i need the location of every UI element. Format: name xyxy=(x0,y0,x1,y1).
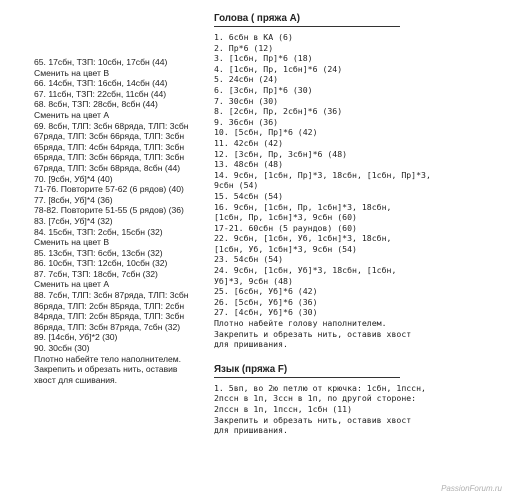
tongue-instruction-line: 2пссн в 1п, 3ссн в 1п, по другой стороне: xyxy=(214,393,417,404)
instruction-line: 65. 17сбн, ТЗП: 10сбн, 17сбн (44) xyxy=(34,57,168,67)
head-instruction-line: 5. 24сбн (24) xyxy=(214,74,279,85)
head-instruction-line: 11. 42сбн (42) xyxy=(214,137,284,148)
head-instruction-line: Закрепить и обрезать нить, оставив хвост xyxy=(214,328,412,339)
head-instruction-line: для пришивания. xyxy=(214,339,288,350)
instruction-line: 70. [9сбн, Уб]*4 (40) xyxy=(34,173,113,184)
instruction-line: хвост для сшивания. xyxy=(34,374,118,385)
instruction-line: Плотно набейте тело наполнителем. xyxy=(34,353,182,364)
head-instruction-line: 27. [4сбн, Уб]*6 (30) xyxy=(214,307,318,318)
instruction-line: Сменить на цвет В xyxy=(34,67,110,78)
head-instruction-line: 9. 36сбн (36) xyxy=(214,116,279,127)
head-instruction-line: 16. 9сбн, [1сбн, Пр, 1сбн]*3, 18сбн, xyxy=(214,201,392,212)
head-instruction-line: 8. [2сбн, Пр, 2сбн]*6 (36) xyxy=(214,106,343,117)
head-section-title: Голова ( пряжа А) xyxy=(214,12,400,27)
tongue-section-lines xyxy=(214,383,506,436)
tongue-instruction-line: 2пссн в 1п, 1пссн, 1сбн (11) xyxy=(214,404,353,414)
instruction-line: 84. 15сбн, ТЗП: 2сбн, 15сбн (32) xyxy=(34,226,163,237)
instruction-line: 65ряда, ТЛП: 3сбн 66ряда, ТЛП: 3сбн xyxy=(34,152,185,163)
instruction-line: Сменить на цвет В xyxy=(34,237,110,248)
head-instruction-line: 15. 54сбн (54) xyxy=(214,190,284,201)
head-instruction-line: 22. 9сбн, [1сбн, Уб, 1сбн]*3, 18сбн, xyxy=(214,233,392,244)
head-instruction-line: 2. Пр*6 (12) xyxy=(214,42,274,53)
instruction-line: Сменить на цвет А xyxy=(34,109,110,120)
head-instruction-line: 13. 48сбн (48) xyxy=(214,159,284,170)
tongue-instruction-line: Закрепить и обрезать нить, оставив хвост xyxy=(214,414,412,425)
head-instruction-line: [1сбн, Уб, 1сбн]*3, 9сбн (54) xyxy=(214,243,357,254)
instruction-line: 87. 7сбн, ТЗП: 18сбн, 7сбн (32) xyxy=(34,268,158,279)
instruction-line: 78-82. Повторите 51-55 (5 рядов) (36) xyxy=(34,205,184,216)
head-instruction-line: Плотно набейте голову наполнителем. xyxy=(214,318,387,329)
head-instruction-line: 24. 9сбн, [1сбн, Уб]*3, 18сбн, [1сбн, xyxy=(214,265,397,276)
tongue-instruction-line: 1. 5вп, во 2ю петлю от крючка: 1сбн, 1пссн, xyxy=(214,382,426,393)
left-column-instructions xyxy=(34,57,206,385)
head-instruction-line: 1. 6сбн в КА (6) xyxy=(214,32,293,42)
head-instruction-line: 3. [1сбн, Пр]*6 (18) xyxy=(214,53,313,64)
instruction-line: Закрепить и обрезать нить, оставив xyxy=(34,364,178,375)
head-instruction-line: 4. [1сбн, Пр, 1сбн]*6 (24) xyxy=(214,63,343,74)
instruction-line: 71-76. Повторите 57-62 (6 рядов) (40) xyxy=(34,184,184,195)
head-instruction-line: 14. 9сбн, [1сбн, Пр]*3, 18сбн, [1сбн, Пр]*3, xyxy=(214,169,431,180)
instruction-line: 86. 10сбн, ТЗП: 12сбн, 10сбн (32) xyxy=(34,258,168,269)
instruction-line: 84ряда, ТЛП: 2сбн 85ряда, ТЛП: 3сбн xyxy=(34,311,185,322)
instruction-line: 67. 11сбн, ТЗП: 22сбн, 11сбн (44) xyxy=(34,88,167,99)
instruction-line: Сменить на цвет А xyxy=(34,279,110,290)
head-instruction-line: 26. [5сбн, Уб]*6 (36) xyxy=(214,296,318,307)
instruction-line: 86ряда, ТЛП: 2сбн 85ряда, ТЛП: 2сбн xyxy=(34,300,185,311)
head-instruction-line: 10. [5сбн, Пр]*6 (42) xyxy=(214,127,318,138)
tongue-instruction-line: для пришивания. xyxy=(214,425,288,436)
head-instruction-line: 12. [3сбн, Пр, 3сбн]*6 (48) xyxy=(214,148,348,159)
head-instruction-line: Уб]*3, 9сбн (48) xyxy=(214,275,293,286)
head-instruction-line: 23. 54сбн (54) xyxy=(214,254,284,265)
instruction-line: 66. 14сбн, ТЗП: 16сбн, 14сбн (44) xyxy=(34,78,168,89)
instruction-line: 69. 8сбн, ТЛП: 3сбн 68ряда, ТЛП: 3сбн xyxy=(34,120,189,131)
watermark: PassionForum.ru xyxy=(441,484,502,493)
instruction-line: 65ряда, ТЛП: 4сбн 64ряда, ТЛП: 3сбн xyxy=(34,141,185,152)
instruction-line: 77. [8сбн, Уб]*4 (36) xyxy=(34,194,113,205)
tongue-section-title: Язык (пряжа F) xyxy=(214,363,400,378)
head-instruction-line: 25. [6сбн, Уб]*6 (42) xyxy=(214,286,318,297)
head-section-lines xyxy=(214,32,506,350)
head-instruction-line: 7. 30сбн (30) xyxy=(214,95,279,106)
instruction-line: 89. [14сбн, Уб]*2 (30) xyxy=(34,332,118,343)
instruction-line: 88. 7сбн, ТЛП: 3сбн 87ряда, ТЛП: 3сбн xyxy=(34,290,189,301)
instruction-line: 67ряда, ТЛП: 3сбн 68ряда, 8сбн (44) xyxy=(34,162,181,173)
head-instruction-line: 17-21. 60сбн (5 раундов) (60) xyxy=(214,222,357,233)
head-instruction-line: 9сбн (54) xyxy=(214,180,259,191)
right-column xyxy=(214,12,506,436)
instruction-line: 83. [7сбн, Уб]*4 (32) xyxy=(34,215,113,226)
instruction-line: 86ряда, ТЛП: 3сбн 87ряда, 7сбн (32) xyxy=(34,321,181,332)
instruction-line: 68. 8сбн, ТЗП: 28сбн, 8сбн (44) xyxy=(34,99,158,110)
instruction-line: 85. 13сбн, ТЗП: 6сбн, 13сбн (32) xyxy=(34,247,163,258)
head-instruction-line: [1сбн, Пр, 1сбн]*3, 9сбн (60) xyxy=(214,212,357,223)
head-instruction-line: 6. [3сбн, Пр]*6 (30) xyxy=(214,84,313,95)
instruction-line: 67ряда, ТЛП: 3сбн 66ряда, ТЛП: 3сбн xyxy=(34,131,185,142)
instruction-line: 90. 30сбн (30) xyxy=(34,343,90,354)
